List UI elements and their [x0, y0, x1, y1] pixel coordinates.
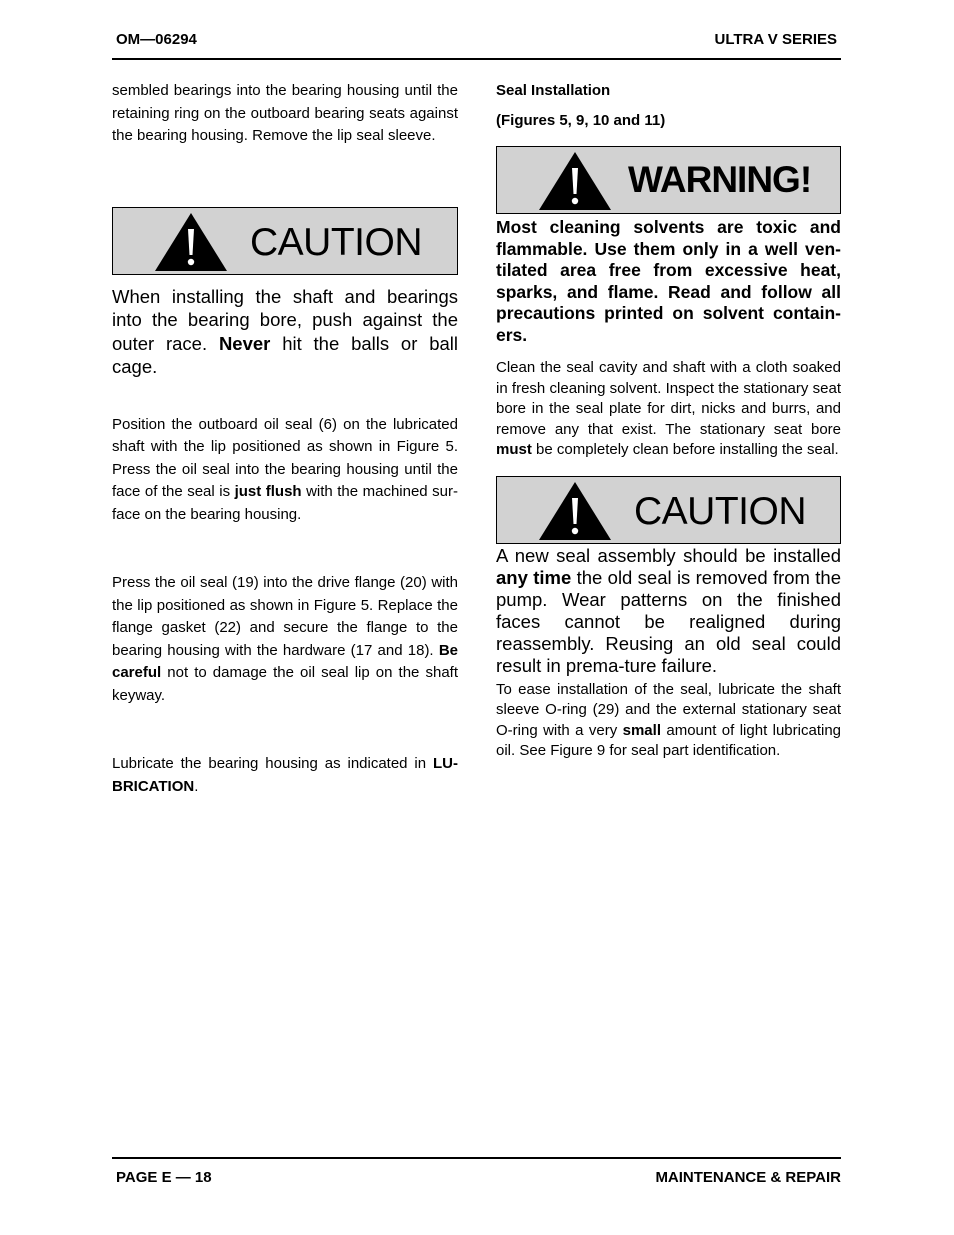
- caution-label: CAUTION: [250, 220, 422, 264]
- bearing-paragraph: sembled bearings into the bearing housing until the retaining ring on the outboard bearing seats against the bearing housing. Remove the lip seal sleeve.: [112, 82, 458, 144]
- new-seal-emphasis: any time: [496, 566, 572, 588]
- drive-flange-paragraph: [112, 572, 458, 707]
- caution-message: [112, 285, 458, 379]
- left-column: [112, 80, 458, 798]
- lubrication-reference: LU-BRICATION: [112, 755, 458, 795]
- lubricate-text-end: .: [194, 777, 199, 795]
- warning-triangle-icon: [537, 150, 613, 212]
- clean-seal-text: Clean the seal cavity and shaft with a cloth soaked in fresh cleaning solvent. Inspect the stationary seat bore in the seal plate for dirt, nicks and burrs, and remove any that exist. The stationary seat bore: [496, 359, 841, 438]
- caution-message-text-end: hit the balls or ball cage.: [112, 332, 458, 377]
- caution-banner: [496, 476, 841, 544]
- warning-banner: [496, 146, 841, 214]
- clean-seal-paragraph: [496, 358, 841, 461]
- outboard-seal-text-end: with the machined sur-face on the bearing housing.: [112, 483, 458, 523]
- lubricate-text: Lubricate the bearing housing as indicated in: [112, 755, 433, 772]
- drive-flange-text: Press the oil seal (19) into the drive flange (20) with the lip positioned as shown in Figure 5. Replace the flange gasket (22) and secure the flange to the bearing housing with the hardware (17 and 18).: [112, 574, 458, 659]
- new-seal-text: A new seal assembly should be installed: [496, 544, 841, 566]
- warning-label: WARNING!: [628, 159, 812, 200]
- page-footer: [112, 1157, 841, 1189]
- caution-label: CAUTION: [634, 489, 806, 533]
- ease-installation-paragraph: [496, 680, 841, 762]
- caution-message-emphasis: Never: [218, 332, 271, 354]
- ease-installation-text: To ease installation of the seal, lubricate the shaft sleeve O-ring (29) and the external stationary seat O-ring with a very: [496, 680, 841, 739]
- right-column: [496, 80, 841, 762]
- section-title: MAINTENANCE & REPAIR: [655, 1169, 841, 1186]
- drive-flange-emphasis: Be careful: [112, 641, 458, 681]
- ease-installation-emphasis: small: [622, 721, 661, 739]
- outboard-seal-paragraph: [112, 414, 458, 527]
- warning-message: Most cleaning solvents are toxic and flammable. Use them only in a well ven-tilated area free from excessive heat, sparks, and flame. Read and follow all precautions printed on solvent contain-ers.: [496, 217, 841, 345]
- outboard-seal-emphasis: just flush: [234, 483, 302, 500]
- series-title: ULTRA V SERIES: [714, 31, 837, 48]
- lubricate-paragraph: [112, 753, 458, 798]
- page-number: PAGE E — 18: [116, 1169, 212, 1186]
- drive-flange-text-end: not to damage the oil seal lip on the shaft keyway.: [112, 664, 458, 704]
- section-heading: Seal Installation: [496, 82, 611, 99]
- page-header: [112, 28, 841, 60]
- document-number: OM—06294: [116, 31, 197, 48]
- warning-triangle-icon: [537, 480, 613, 542]
- warning-triangle-icon: [153, 211, 229, 273]
- new-seal-text-end: the old seal is removed from the pump. Wear patterns on the finished faces cannot be realigned during reassembly. Reusing an old seal could result in prema-ture failure.: [496, 566, 841, 676]
- new-seal-caution-message: [496, 545, 841, 677]
- caution-banner: [112, 207, 458, 275]
- section-subheading: (Figures 5, 9, 10 and 11): [496, 112, 666, 129]
- outboard-seal-text: Position the outboard oil seal (6) on the lubricated shaft with the lip positioned as shown in Figure 5. Press the oil seal into the bearing housing until the face of the seal is: [112, 415, 458, 500]
- clean-seal-emphasis: must: [496, 441, 532, 458]
- ease-installation-text-end: amount of light lubricating oil. See Figure 9 for seal part identification.: [496, 721, 841, 759]
- caution-message-text: When installing the shaft and bearings into the bearing bore, push against the outer race.: [112, 285, 458, 354]
- clean-seal-text-end: be completely clean before installing the seal.: [531, 441, 839, 458]
